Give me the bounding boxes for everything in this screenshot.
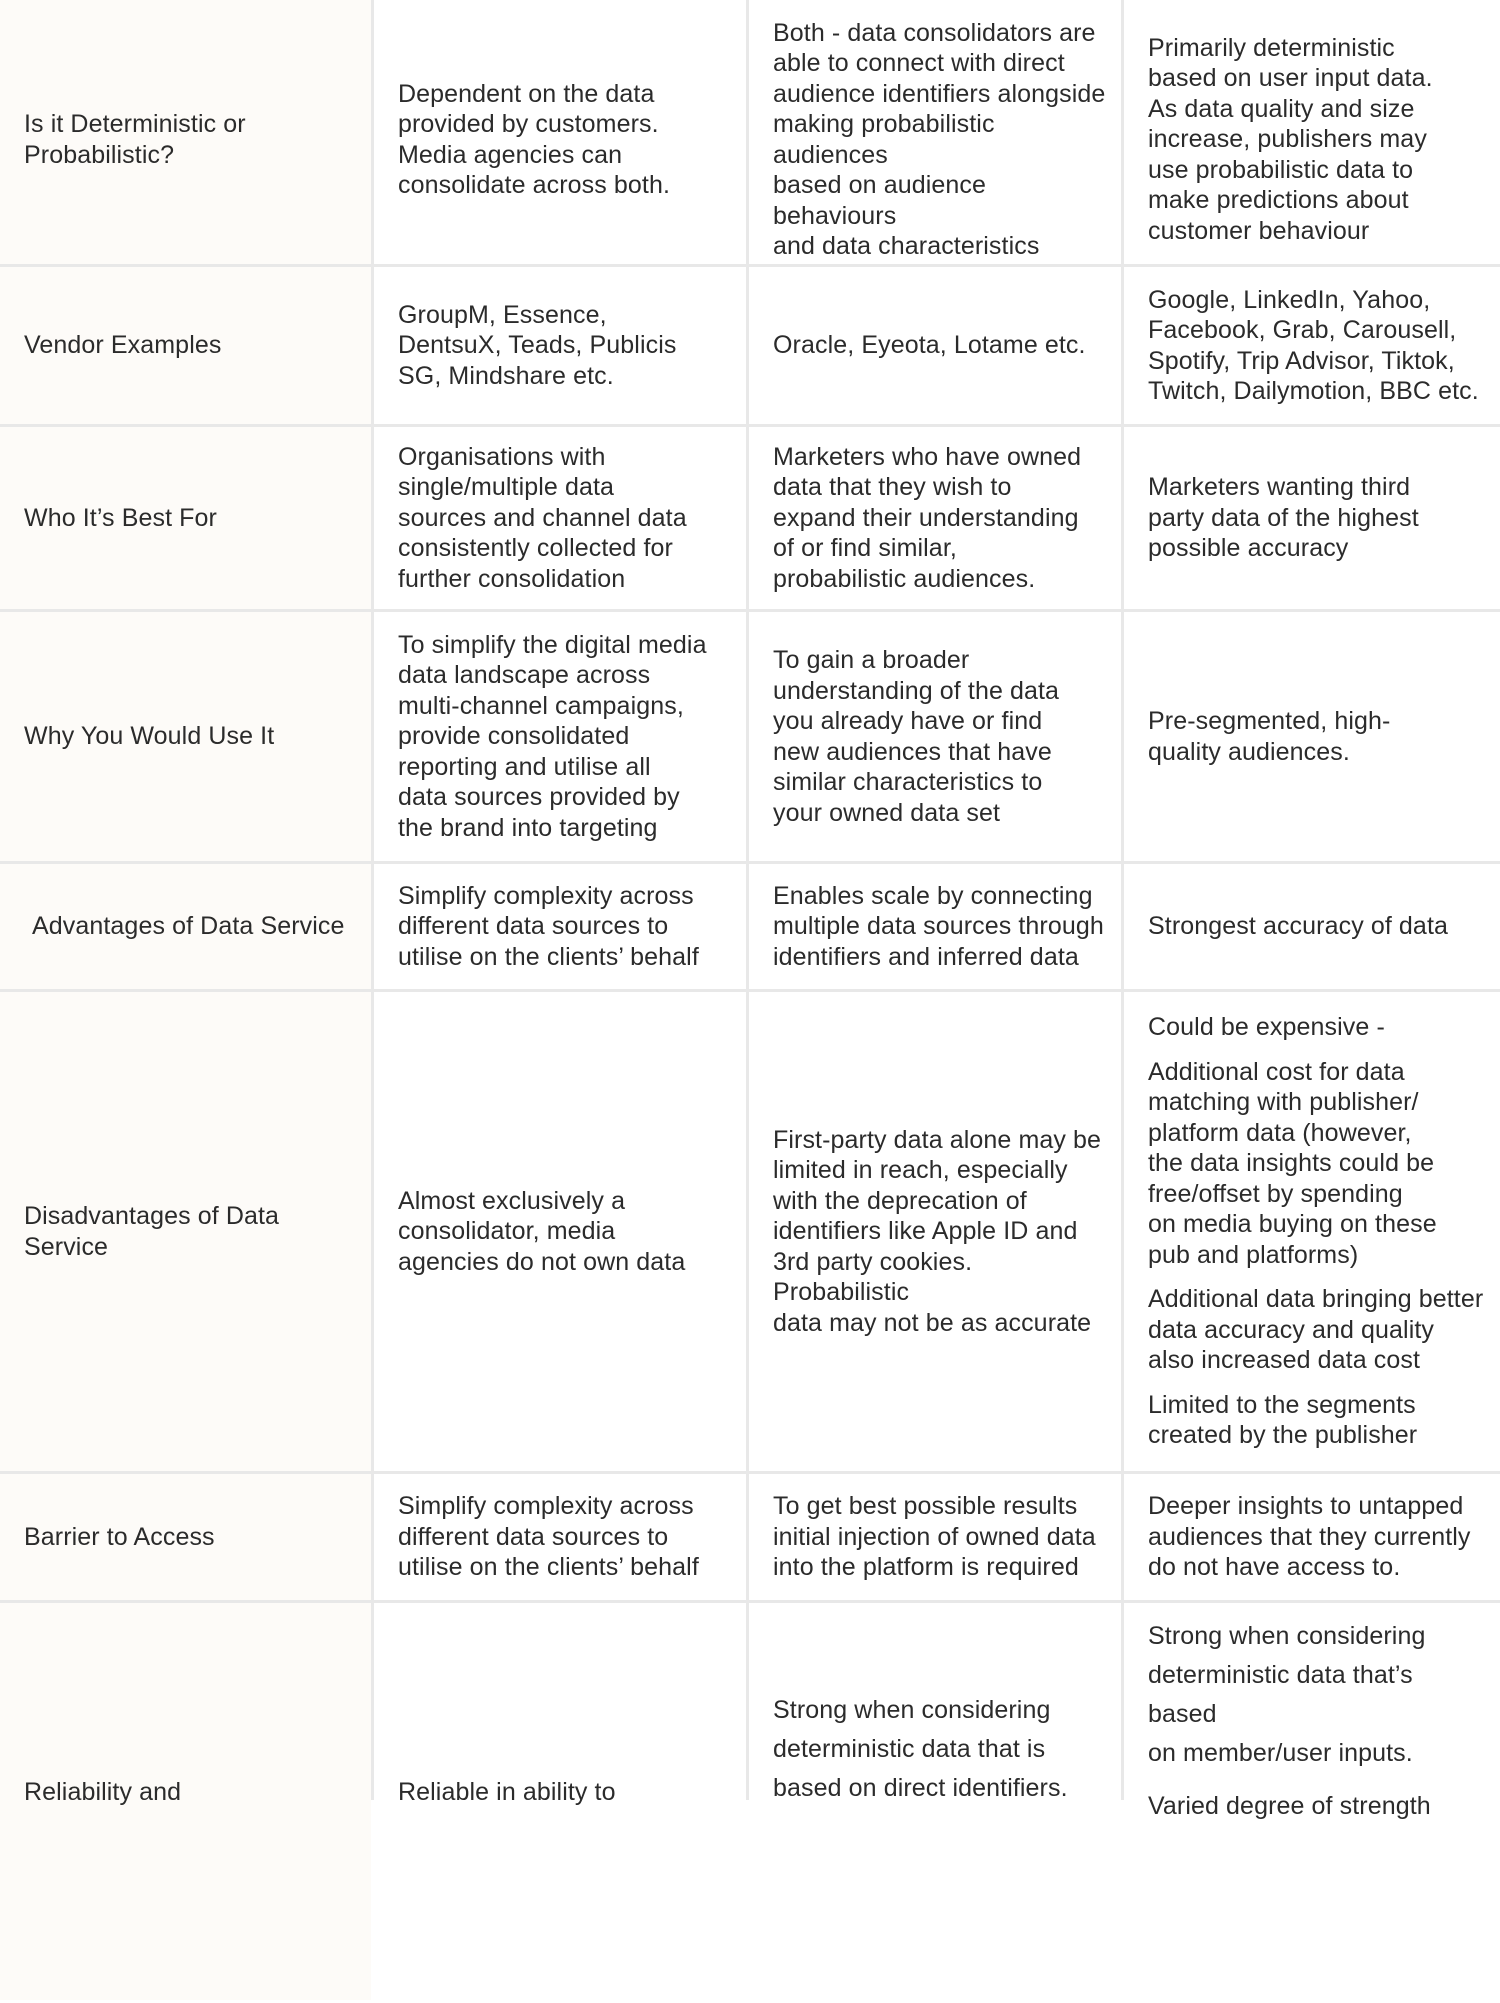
cell-media-agency xyxy=(374,15,746,264)
cell-text: Limited to the segments created by the publisher xyxy=(1148,1390,1418,1450)
row-label-cell xyxy=(0,1474,371,1600)
cell-text: First-party data alone may be limited in reach, especially with the deprecation of identifiers like Apple ID and 3rd party cookies. Probabilistic data may not be as accurate xyxy=(773,1125,1102,1337)
row-label: Who It’s Best For xyxy=(24,503,217,532)
row-label-cell xyxy=(0,864,371,989)
cell-data-consolidator xyxy=(749,992,1121,1471)
cell-text: Marketers who have owned data that they wish to expand their understanding of or find similar, probabilistic audiences. xyxy=(773,442,1082,593)
table-row xyxy=(0,612,1500,864)
cell-media-agency xyxy=(374,0,746,16)
cell-publisher xyxy=(1124,864,1500,989)
row-label: Reliability and xyxy=(24,1778,182,1806)
row-label-cell xyxy=(0,612,371,861)
cell-text: Both - data consolidators are able to connect with direct audience identifiers alongside making probabilistic audiences based on audience behaviours and data characteristics xyxy=(773,18,1106,260)
cell-data-consolidator xyxy=(749,1474,1121,1600)
cell-publisher xyxy=(1124,992,1500,1471)
cell-publisher xyxy=(1124,612,1500,861)
cell-publisher xyxy=(1124,0,1500,16)
cell-text: To gain a broader understanding of the data you already have or find new audiences that have similar characteristics to your owned data set xyxy=(773,646,1060,827)
row-label: Advantages of Data Service xyxy=(32,912,345,941)
cell-text: Primarily deterministic based on user input data. As data quality and size increase, publishers may use probabilistic data to make predictions about customer behaviour xyxy=(1148,33,1433,245)
row-label-cell xyxy=(0,15,371,264)
cell-data-consolidator xyxy=(749,864,1121,989)
table-row xyxy=(0,1603,1500,2003)
cell-text: Reliable in ability to xyxy=(398,1778,616,1806)
cell-media-agency xyxy=(374,267,746,424)
row-label-cell xyxy=(0,1603,371,2000)
cell-text: To get best possible results initial injection of owned data into the platform is required xyxy=(773,1492,1096,1582)
cell-data-consolidator xyxy=(749,15,1121,264)
cell-text: Almost exclusively a consolidator, media agencies do not own data xyxy=(398,1186,686,1276)
cell-data-consolidator xyxy=(749,1603,1121,2000)
cell-publisher xyxy=(1124,15,1500,264)
row-label-cell xyxy=(0,267,371,424)
cell-text: To simplify the digital media data landscape across multi-channel campaigns, provide consolidated reporting and utilise all data sources provided by the brand into targeting xyxy=(398,630,707,842)
cell-text: Strong when considering deterministic data that’s based on member/user inputs. xyxy=(1148,1622,1426,1767)
cell-text: Simplify complexity across different data sources to utilise on the clients’ behalf xyxy=(398,881,699,971)
cell-text: Enables scale by connecting multiple data sources through identifiers and inferred data xyxy=(773,881,1104,971)
row-label: Barrier to Access xyxy=(24,1522,215,1551)
cell-text: Dependent on the data provided by customers. Media agencies can consolidate across both. xyxy=(398,79,671,199)
row-label: Disadvantages of Data Service xyxy=(24,1202,280,1261)
table-row xyxy=(0,864,1500,992)
cell-text: Simplify complexity across different data sources to utilise on the clients’ behalf xyxy=(398,1492,699,1582)
cell-text: Additional data bringing better data accuracy and quality also increased data cost xyxy=(1148,1285,1484,1375)
table-row xyxy=(0,1474,1500,1603)
cell-text: Marketers wanting third party data of the highest possible accuracy xyxy=(1148,473,1419,563)
cell-media-agency xyxy=(374,1474,746,1600)
row-label: Vendor Examples xyxy=(24,331,222,360)
cell-text: Oracle, Eyeota, Lotame etc. xyxy=(773,331,1086,360)
cell-publisher xyxy=(1124,1474,1500,1600)
cell-text: Pre-segmented, high- quality audiences. xyxy=(1148,707,1391,766)
cell-media-agency xyxy=(374,427,746,609)
cell-text: Could be expensive - xyxy=(1148,1013,1385,1042)
cell-text: Strongest accuracy of data xyxy=(1148,912,1448,941)
cell-data-consolidator xyxy=(749,267,1121,424)
table-row xyxy=(0,267,1500,427)
cell-media-agency xyxy=(374,992,746,1471)
cell-text: Google, LinkedIn, Yahoo, Facebook, Grab, Carousell, Spotify, Trip Advisor, Tiktok, Twitch, Dailymotion, BBC etc. xyxy=(1148,285,1479,405)
cell-publisher xyxy=(1124,267,1500,424)
row-label: Is it Deterministic or Probabilistic? xyxy=(24,110,246,169)
cell-text: Additional cost for data matching with publisher/ platform data (however, the data insights could be free/offset by spending on media buying on these pub and platforms) xyxy=(1148,1057,1437,1269)
cell-text: Organisations with single/multiple data sources and channel data consistently collected for further consolidation xyxy=(398,442,687,593)
row-label-cell xyxy=(0,0,371,16)
row-label-cell xyxy=(0,992,371,1471)
cell-text: Strong when considering deterministic data that is based on direct identifiers. xyxy=(773,1696,1068,1802)
cell-publisher xyxy=(1124,427,1500,609)
cell-data-consolidator xyxy=(749,612,1121,861)
cell-data-consolidator xyxy=(749,427,1121,609)
cell-text: Deeper insights to untapped audiences that they currently do not have access to. xyxy=(1148,1492,1471,1582)
table-row xyxy=(0,992,1500,1474)
cell-media-agency xyxy=(374,864,746,989)
cell-data-consolidator xyxy=(749,0,1121,16)
table-row xyxy=(0,15,1500,267)
cell-media-agency xyxy=(374,1603,746,2000)
cell-publisher xyxy=(1124,1603,1500,2000)
row-label-cell xyxy=(0,427,371,609)
cell-text: GroupM, Essence, DentsuX, Teads, Publicis SG, Mindshare etc. xyxy=(398,300,677,390)
table-row xyxy=(0,427,1500,612)
cell-media-agency xyxy=(374,612,746,861)
cell-text: Varied degree of strength xyxy=(1148,1792,1431,1820)
row-label: Why You Would Use It xyxy=(24,722,275,751)
table-row xyxy=(0,0,1500,15)
